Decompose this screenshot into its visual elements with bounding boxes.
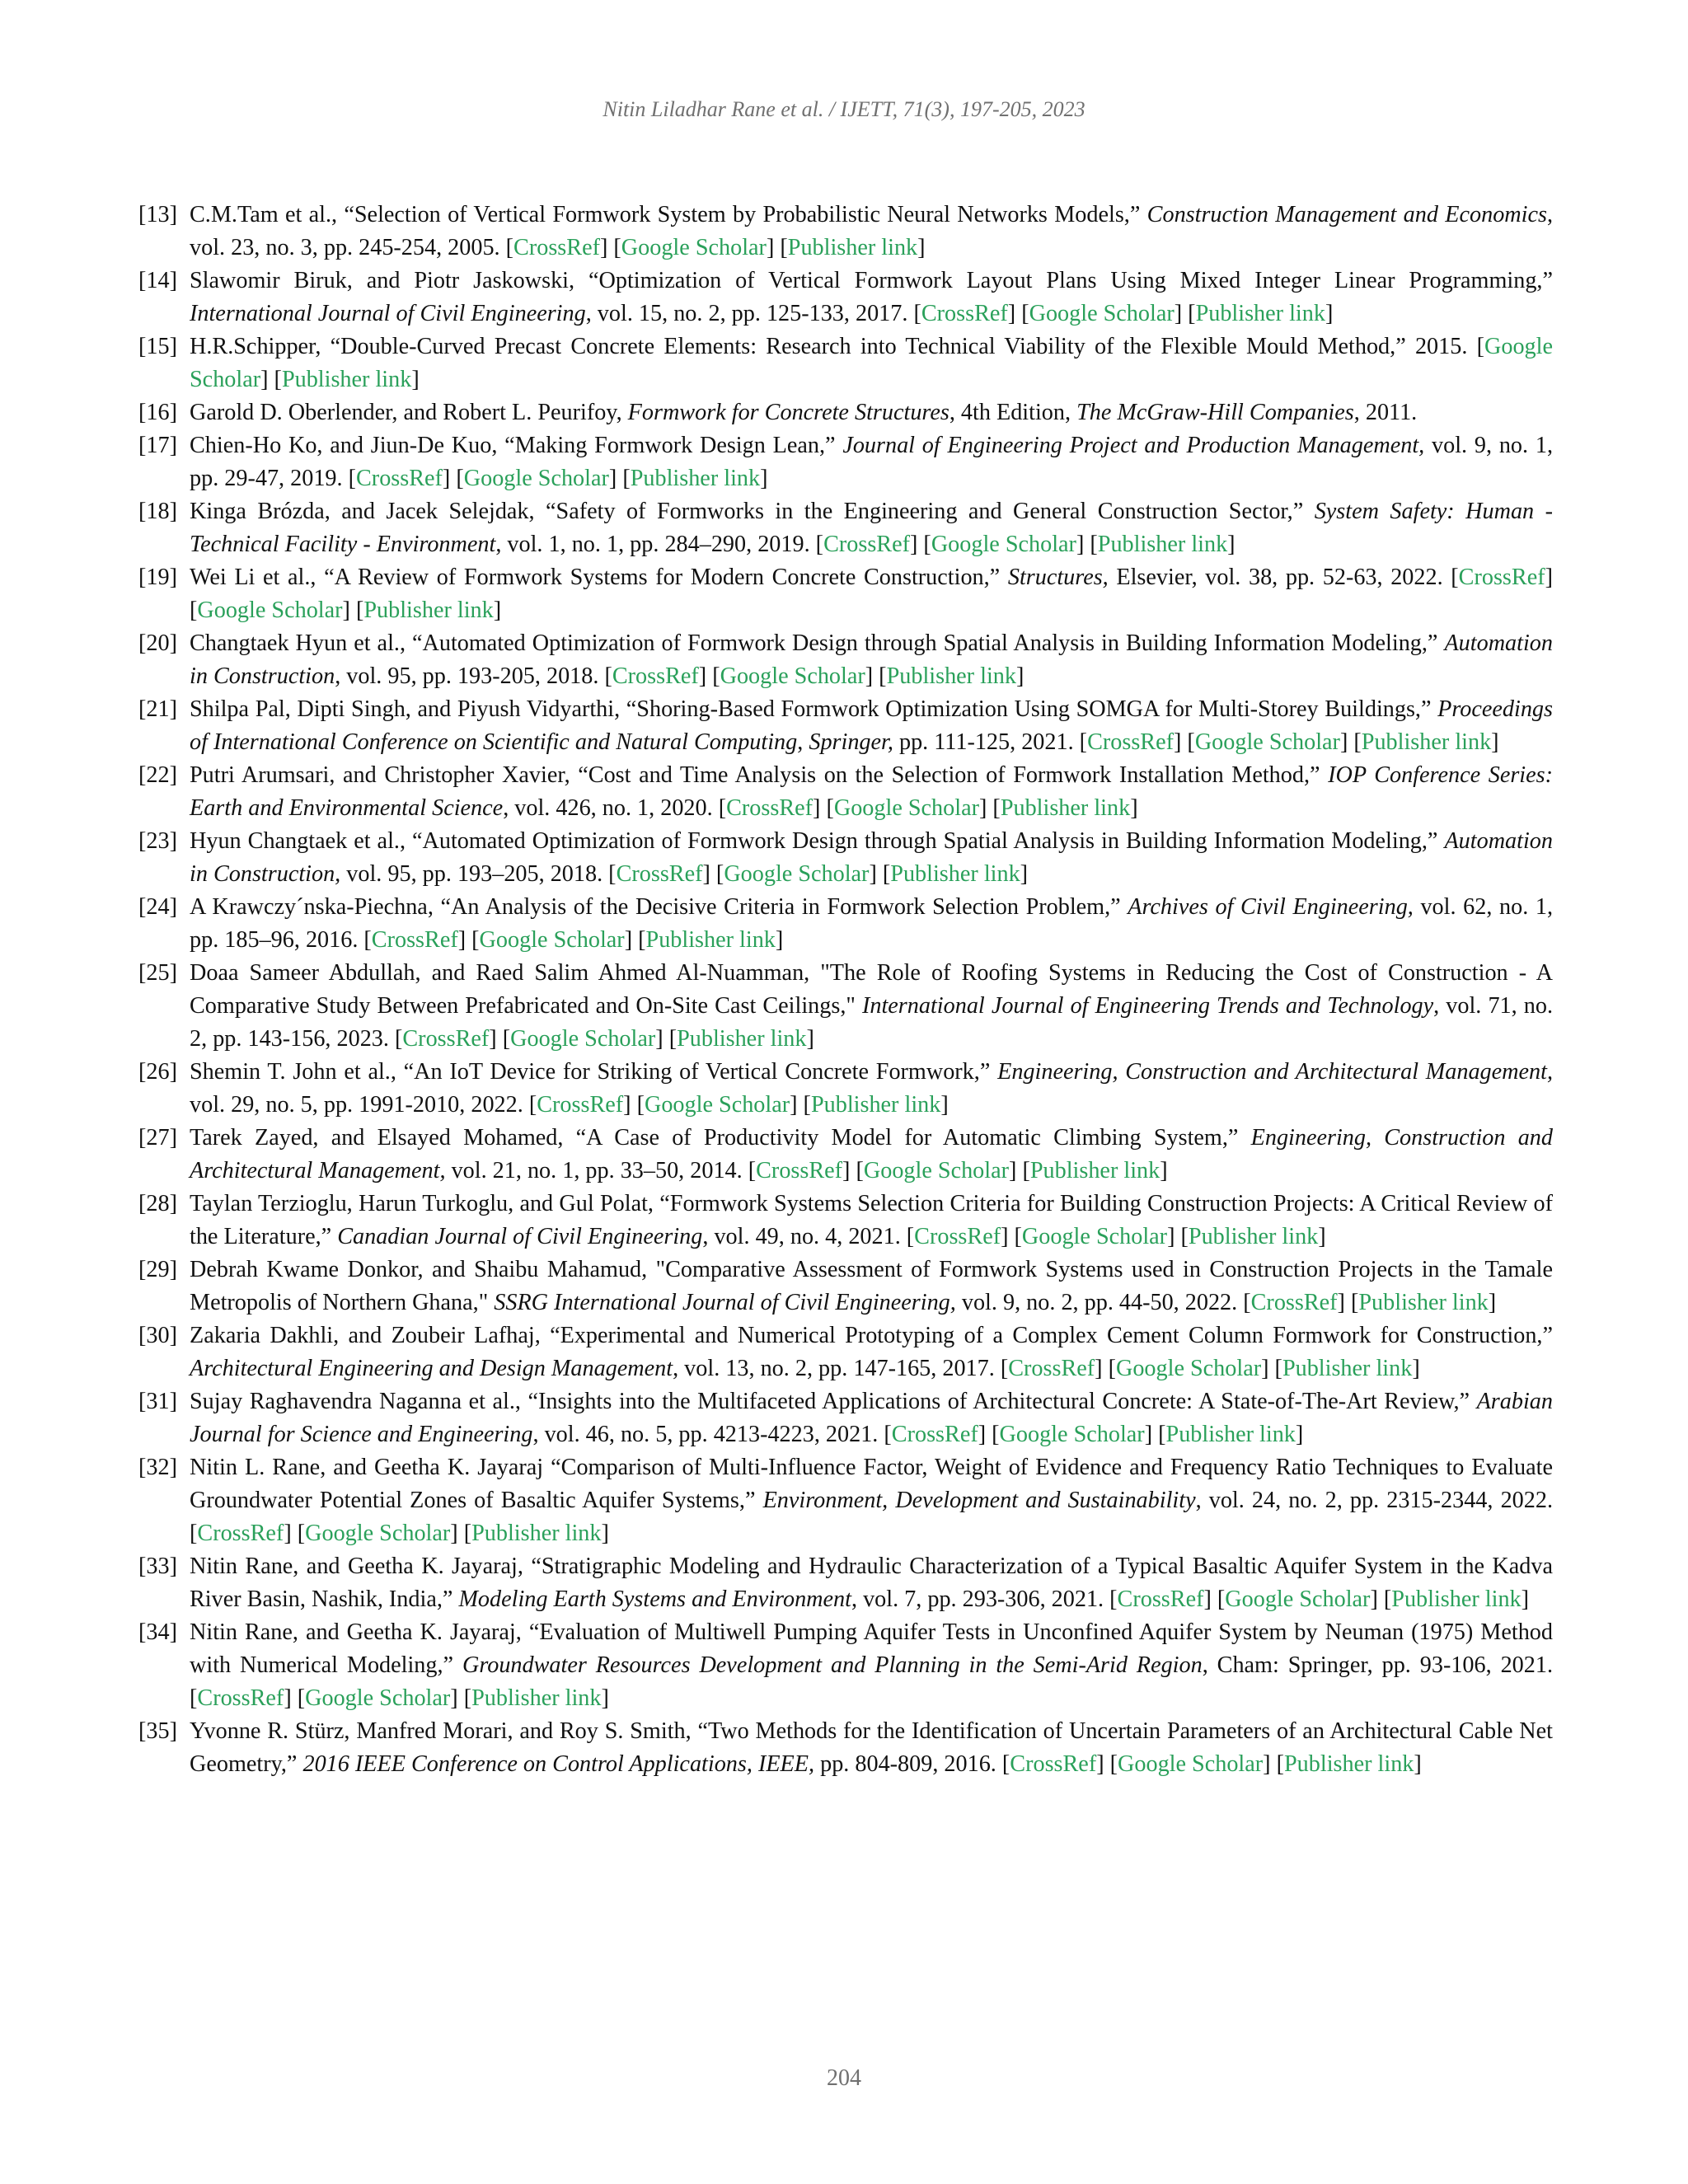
reference-segment: , vol. 1, no. 1, pp. 284–290, 2019. [: [495, 532, 824, 557]
reference-segment: ]: [917, 235, 926, 260]
reference-number: [16]: [138, 400, 177, 425]
reference-item: [138, 199, 1553, 265]
reference-number: [30]: [138, 1323, 177, 1348]
publisher-link-link[interactable]: Publisher link: [1188, 1224, 1319, 1249]
reference-number: [35]: [138, 1718, 177, 1744]
google-scholar-link[interactable]: Google Scholar: [931, 532, 1076, 557]
reference-item: [138, 396, 1553, 429]
reference-segment: Debrah Kwame Donkor, and Shaibu Mahamud, "Comparative Assessment of Formwork Systems used in Construction Projects in the Tamale Metropolis of Northern Ghana,": [190, 1257, 1553, 1315]
publisher-link-link[interactable]: Publisher link: [1165, 1422, 1296, 1447]
google-scholar-link[interactable]: Google Scholar: [999, 1422, 1145, 1447]
reference-item: [138, 693, 1553, 759]
publisher-link-link[interactable]: Publisher link: [363, 598, 494, 623]
reference-item: [138, 957, 1553, 1056]
reference-text: [190, 1616, 1553, 1715]
reference-item: [138, 495, 1553, 561]
reference-segment: ] [: [978, 795, 1001, 821]
reference-source: Groundwater Resources Development and Planning in the Semi-Arid Region: [462, 1652, 1203, 1678]
crossref-link[interactable]: CrossRef: [1458, 565, 1545, 590]
reference-source: 2016 IEEE Conference on Control Applications, IEEE,: [302, 1751, 815, 1777]
reference-segment: ] [: [1337, 1290, 1359, 1315]
crossref-link[interactable]: CrossRef: [371, 927, 458, 953]
reference-segment: ]: [1295, 1422, 1304, 1447]
publisher-link-link[interactable]: Publisher link: [1282, 1356, 1413, 1381]
reference-segment: ]: [1130, 795, 1138, 821]
reference-segment: ] [: [698, 663, 720, 689]
reference-number: [21]: [138, 696, 177, 722]
reference-text: [190, 1385, 1553, 1451]
reference-segment: ] [: [1203, 1586, 1226, 1612]
reference-segment: ] [: [1096, 1751, 1118, 1777]
publisher-link-link[interactable]: Publisher link: [281, 367, 412, 392]
reference-number: [34]: [138, 1619, 177, 1645]
google-scholar-link[interactable]: Google Scholar: [621, 235, 767, 260]
reference-source: Architectural Engineering and Design Management: [190, 1356, 673, 1381]
publisher-link-link[interactable]: Publisher link: [1029, 1158, 1160, 1183]
reference-source: Formwork for Concrete Structures: [627, 400, 950, 425]
reference-segment: vol. 62, no. 1, pp. 185–96, 2016. [: [190, 894, 1553, 953]
reference-number: [18]: [138, 499, 177, 524]
crossref-link[interactable]: CrossRef: [537, 1092, 624, 1118]
reference-segment: ] [: [608, 466, 631, 491]
reference-source: Structures,: [1007, 565, 1109, 590]
crossref-link[interactable]: CrossRef: [513, 235, 600, 260]
publisher-link-link[interactable]: Publisher link: [1284, 1751, 1414, 1777]
reference-segment: ]: [1227, 532, 1236, 557]
publisher-link-link[interactable]: Publisher link: [890, 861, 1020, 887]
reference-segment: , vol. 426, no. 1, 2020. [: [503, 795, 727, 821]
publisher-link-link[interactable]: Publisher link: [471, 1521, 602, 1546]
publisher-link-link[interactable]: Publisher link: [630, 466, 761, 491]
reference-number: [17]: [138, 433, 177, 458]
reference-number: [15]: [138, 334, 177, 359]
reference-text: [190, 1122, 1553, 1188]
reference-text: [190, 1056, 1553, 1122]
reference-segment: ] [: [342, 598, 364, 623]
reference-segment: Hyun Changtaek et al., “Automated Optimization of Formwork Design through Spatial Analysis in Building Information Modeling,”: [190, 828, 1445, 854]
reference-segment: Nitin L. Rane, and Geetha K. Jayaraj “Comparison of Multi-Influence Factor, Weight of Evidence and Frequency Ratio Techniques to Evaluate Groundwater Potential Zones of Basaltic Aquifer Systems,”: [190, 1455, 1553, 1513]
reference-segment: , vol. 49, no. 4, 2021. [: [702, 1224, 915, 1249]
reference-item: [138, 1550, 1553, 1616]
reference-segment: ] [: [457, 927, 480, 953]
publisher-link-link[interactable]: Publisher link: [677, 1026, 807, 1052]
running-head: Nitin Liladhar Rane et al. / IJETT, 71(3), 197-205, 2023: [603, 97, 1085, 121]
reference-segment: ] [: [190, 565, 1553, 623]
reference-segment: ] [: [1261, 1356, 1282, 1381]
reference-source: The McGraw-Hill Companies: [1076, 400, 1354, 425]
reference-segment: ] [: [450, 1521, 472, 1546]
reference-item: [138, 1122, 1553, 1188]
google-scholar-link[interactable]: Google Scholar: [1029, 301, 1175, 326]
reference-segment: Nitin Rane, and Geetha K. Jayaraj, “Stratigraphic Modeling and Hydraulic Characterization of a Typical Basaltic Aquifer System in the Kadva River Basin, Nashik, India,”: [190, 1554, 1553, 1612]
google-scholar-link[interactable]: Google Scholar: [305, 1685, 451, 1711]
reference-segment: ]: [1020, 861, 1029, 887]
reference-number: [25]: [138, 960, 177, 986]
reference-source: Engineering, Construction and Architectural Management,: [190, 1125, 1553, 1183]
reference-segment: ]: [940, 1092, 949, 1118]
reference-number: [20]: [138, 630, 177, 656]
crossref-link[interactable]: CrossRef: [756, 1158, 843, 1183]
reference-segment: vol. 9, no. 1, pp. 29-47, 2019. [: [190, 433, 1553, 491]
reference-text: [190, 1188, 1553, 1254]
publisher-link-link[interactable]: Publisher link: [1097, 532, 1228, 557]
reference-segment: ] [: [1095, 1356, 1116, 1381]
reference-segment: A Krawczy´nska-Piechna, “An Analysis of the Decisive Criteria in Formwork Selection Problem,”: [190, 894, 1128, 920]
reference-segment: ]: [601, 1521, 609, 1546]
reference-source: Automation in Construction: [190, 630, 1553, 689]
crossref-link[interactable]: CrossRef: [891, 1422, 978, 1447]
reference-segment: ] [: [623, 1092, 645, 1118]
reference-segment: ]: [411, 367, 420, 392]
reference-item: [138, 891, 1553, 957]
crossref-link[interactable]: CrossRef: [914, 1224, 1001, 1249]
reference-segment: ] [: [1174, 301, 1196, 326]
reference-number: [31]: [138, 1389, 177, 1414]
crossref-link[interactable]: CrossRef: [402, 1026, 490, 1052]
reference-segment: pp. 111-125, 2021. [: [893, 729, 1088, 755]
reference-source: Arabian Journal for Science and Engineering: [190, 1389, 1553, 1447]
reference-text: [190, 265, 1553, 330]
reference-segment: ] [: [1263, 1751, 1284, 1777]
reference-segment: , Cham: Springer, pp. 93-106, 2021. [: [190, 1652, 1553, 1711]
reference-item: [138, 1188, 1553, 1254]
reference-text: [190, 693, 1553, 759]
reference-segment: pp. 804-809, 2016. [: [814, 1751, 1010, 1777]
reference-source: Construction Management and Economics: [1146, 202, 1547, 227]
crossref-link[interactable]: CrossRef: [1010, 1751, 1097, 1777]
google-scholar-link[interactable]: Google Scholar: [644, 1092, 790, 1118]
reference-segment: ] [: [842, 1158, 864, 1183]
reference-number: [23]: [138, 828, 177, 854]
reference-text: [190, 429, 1553, 495]
reference-segment: , vol. 24, no. 2, pp. 2315-2344, 2022. [: [190, 1488, 1553, 1546]
reference-source: Springer,: [809, 729, 893, 755]
reference-segment: ]: [1521, 1586, 1530, 1612]
publisher-link-link[interactable]: Publisher link: [1361, 729, 1492, 755]
publisher-link-link[interactable]: Publisher link: [810, 1092, 941, 1118]
reference-segment: Zakaria Dakhli, and Zoubeir Lafhaj, “Experimental and Numerical Prototyping of a Complex Cement Column Formwork for Construction,”: [190, 1323, 1553, 1348]
crossref-link[interactable]: CrossRef: [726, 795, 814, 821]
reference-item: [138, 265, 1553, 330]
crossref-link[interactable]: CrossRef: [921, 301, 1008, 326]
reference-segment: ]: [1325, 301, 1334, 326]
reference-number: [28]: [138, 1191, 177, 1216]
reference-segment: , vol. 46, no. 5, pp. 4213-4223, 2021. [: [532, 1422, 892, 1447]
reference-segment: ] [: [489, 1026, 511, 1052]
reference-item: [138, 1451, 1553, 1550]
reference-text: [190, 1254, 1553, 1319]
google-scholar-link[interactable]: Google Scholar: [833, 795, 979, 821]
google-scholar-link[interactable]: Google Scholar: [1118, 1751, 1264, 1777]
reference-segment: ]: [1488, 1290, 1497, 1315]
reference-segment: ]: [775, 927, 784, 953]
reference-segment: , vol. 71, no. 2, pp. 143-156, 2023. [: [190, 993, 1554, 1052]
crossref-link[interactable]: CrossRef: [1008, 1356, 1095, 1381]
reference-segment: ]: [493, 598, 502, 623]
google-scholar-link[interactable]: Google Scholar: [724, 861, 870, 887]
reference-text: [190, 330, 1553, 396]
publisher-link-link[interactable]: Publisher link: [787, 235, 918, 260]
reference-segment: vol. 9, no. 2, pp. 44-50, 2022. [: [955, 1290, 1251, 1315]
reference-segment: Putri Arumsari, and Christopher Xavier, “Cost and Time Analysis on the Selection of Formwork Installation Method,”: [190, 762, 1329, 788]
publisher-link-link[interactable]: Publisher link: [645, 927, 776, 953]
reference-item: [138, 1056, 1553, 1122]
reference-segment: , 4th Edition,: [949, 400, 1077, 425]
reference-item: [138, 1715, 1553, 1781]
reference-segment: ] [: [909, 532, 931, 557]
google-scholar-link[interactable]: Google Scholar: [1021, 1224, 1168, 1249]
reference-number: [13]: [138, 202, 177, 227]
reference-source: Automation in Construction,: [190, 828, 1553, 887]
reference-segment: Shemin T. John et al., “An IoT Device for Striking of Vertical Concrete Formwork,”: [190, 1059, 998, 1085]
reference-source: Modeling Earth Systems and Environment: [458, 1586, 851, 1612]
reference-text: [190, 495, 1553, 561]
reference-source: SSRG International Journal of Civil Engineering,: [494, 1290, 956, 1315]
reference-segment: ] [: [978, 1422, 1000, 1447]
reference-text: [190, 1451, 1553, 1550]
google-scholar-link[interactable]: Google Scholar: [463, 466, 609, 491]
reference-text: [190, 396, 1553, 429]
reference-segment: ] [: [702, 861, 724, 887]
reference-segment: ]: [1160, 1158, 1168, 1183]
reference-number: [14]: [138, 268, 177, 293]
crossref-link[interactable]: CrossRef: [197, 1521, 284, 1546]
google-scholar-link[interactable]: Google Scholar: [510, 1026, 656, 1052]
reference-item: [138, 1254, 1553, 1319]
publisher-link-link[interactable]: Publisher link: [1391, 1586, 1522, 1612]
reference-source: Journal of Engineering Project and Production Management,: [842, 433, 1425, 458]
reference-segment: , vol. 15, no. 2, pp. 125-133, 2017. [: [585, 301, 921, 326]
crossref-link[interactable]: CrossRef: [823, 532, 910, 557]
reference-segment: Nitin Rane, and Geetha K. Jayaraj, “Evaluation of Multiwell Pumping Aquifer Tests in Unconfined Aquifer System by Neuman (1975) Method with Numerical Modeling,”: [190, 1619, 1553, 1678]
reference-segment: ]: [1491, 729, 1499, 755]
reference-text: [190, 957, 1553, 1056]
reference-source: Environment, Development and Sustainability: [762, 1488, 1196, 1513]
reference-segment: ]: [1412, 1356, 1420, 1381]
reference-item: [138, 1616, 1553, 1715]
reference-text: [190, 561, 1553, 627]
reference-text: [190, 1550, 1553, 1616]
publisher-link-link[interactable]: Publisher link: [1358, 1290, 1489, 1315]
google-scholar-link[interactable]: Google Scholar: [1194, 729, 1340, 755]
reference-segment: ]: [806, 1026, 814, 1052]
reference-number: [32]: [138, 1455, 177, 1480]
reference-item: [138, 1385, 1553, 1451]
reference-item: [138, 330, 1553, 396]
reference-text: [190, 825, 1553, 891]
reference-segment: Elsevier, vol. 38, pp. 52-63, 2022. [: [1108, 565, 1459, 590]
reference-source: International Journal of Engineering Trends and Technology: [861, 993, 1434, 1019]
reference-segment: , vol. 95, pp. 193-205, 2018. [: [335, 663, 612, 689]
google-scholar-link[interactable]: Google Scholar: [197, 598, 343, 623]
publisher-link-link[interactable]: Publisher link: [1195, 301, 1325, 326]
reference-list: [138, 199, 1553, 1781]
reference-segment: , vol. 7, pp. 293-306, 2021. [: [851, 1586, 1118, 1612]
reference-segment: ] [: [1173, 729, 1195, 755]
reference-segment: Tarek Zayed, and Elsayed Mohamed, “A Case of Productivity Model for Automatic Climbing System,”: [190, 1125, 1251, 1151]
reference-text: [190, 891, 1553, 957]
reference-segment: C.M.Tam et al., “Selection of Vertical Formwork System by Probabilistic Neural Networks Models,”: [190, 202, 1147, 227]
crossref-link[interactable]: CrossRef: [616, 861, 703, 887]
reference-segment: ] [: [284, 1521, 306, 1546]
reference-segment: Shilpa Pal, Dipti Singh, and Piyush Vidyarthi, “Shoring-Based Formwork Optimization Using SOMGA for Multi-Storey Buildings,”: [190, 696, 1438, 722]
crossref-link[interactable]: CrossRef: [197, 1685, 284, 1711]
reference-segment: Taylan Terzioglu, Harun Turkoglu, and Gul Polat, “Formwork Systems Selection Criteria for Building Construction Projects: A Critical Review of the Literature,”: [190, 1191, 1553, 1249]
reference-segment: , vol. 13, no. 2, pp. 147-165, 2017. [: [673, 1356, 1009, 1381]
reference-segment: Garold D. Oberlender, and Robert L. Peurifoy,: [190, 400, 628, 425]
reference-segment: ] [: [624, 927, 646, 953]
reference-segment: ] [: [1144, 1422, 1166, 1447]
reference-item: [138, 429, 1553, 495]
reference-segment: vol. 29, no. 5, pp. 1991-2010, 2022. [: [190, 1092, 537, 1118]
reference-number: [27]: [138, 1125, 177, 1151]
reference-source: Engineering, Construction and Architectural Management,: [997, 1059, 1553, 1085]
reference-segment: ] [: [869, 861, 891, 887]
google-scholar-link[interactable]: Google Scholar: [305, 1521, 451, 1546]
reference-segment: ]: [601, 1685, 609, 1711]
reference-segment: ] [: [1076, 532, 1098, 557]
reference-number: [29]: [138, 1257, 177, 1282]
crossref-link[interactable]: CrossRef: [1250, 1290, 1338, 1315]
crossref-link[interactable]: CrossRef: [1117, 1586, 1204, 1612]
reference-segment: ] [: [284, 1685, 306, 1711]
reference-source: System Safety: Human - Technical Facility - Environment: [190, 499, 1553, 557]
reference-number: [33]: [138, 1554, 177, 1579]
reference-item: [138, 759, 1553, 825]
reference-segment: ] [: [442, 466, 464, 491]
reference-segment: Changtaek Hyun et al., “Automated Optimization of Formwork Design through Spatial Analysis in Building Information Modeling,”: [190, 630, 1445, 656]
reference-segment: ] [: [1001, 1224, 1022, 1249]
reference-segment: ] [: [450, 1685, 472, 1711]
google-scholar-link[interactable]: Google Scholar: [720, 663, 865, 689]
reference-segment: , 2011.: [1353, 400, 1418, 425]
reference-segment: Chien-Ho Ko, and Jiun-De Kuo, “Making Formwork Design Lean,”: [190, 433, 843, 458]
reference-segment: ]: [1015, 663, 1025, 689]
reference-source: Canadian Journal of Civil Engineering: [337, 1224, 703, 1249]
reference-segment: ]: [760, 466, 768, 491]
publisher-link-link[interactable]: Publisher link: [886, 663, 1016, 689]
publisher-link-link[interactable]: Publisher link: [1000, 795, 1131, 821]
reference-segment: Doaa Sameer Abdullah, and Raed Salim Ahmed Al-Nuamman, "The Role of Roofing Systems in Reducing the Cost of Construction - A Comparative Study Between Prefabricated and On-Site Cast Ceilings,": [190, 960, 1553, 1019]
reference-segment: , vol. 23, no. 3, pp. 245-254, 2005. [: [190, 202, 1553, 260]
reference-source: Proceedings of International Conference on Scientific and Natural Computing: [190, 696, 1553, 755]
reference-segment: ] [: [790, 1092, 811, 1118]
reference-segment: Yvonne R. Stürz, Manfred Morari, and Roy S. Smith, “Two Methods for the Identification of Uncertain Parameters of an Architectural Cable Net Geometry,”: [190, 1718, 1553, 1777]
reference-text: [190, 1319, 1553, 1385]
reference-segment: ] [: [1009, 1158, 1030, 1183]
reference-number: [26]: [138, 1059, 177, 1085]
reference-number: [22]: [138, 762, 177, 788]
reference-segment: vol. 21, no. 1, pp. 33–50, 2014. [: [445, 1158, 757, 1183]
reference-number: [19]: [138, 565, 177, 590]
reference-segment: ]: [1414, 1751, 1422, 1777]
reference-number: [24]: [138, 894, 177, 920]
reference-source: IOP Conference Series: Earth and Environmental Science: [190, 762, 1554, 821]
reference-segment: ] [: [1339, 729, 1362, 755]
reference-segment: H.R.Schipper, “Double-Curved Precast Concrete Elements: Research into Technical Viability of the Flexible Mould Method,” 2015. [: [190, 334, 1485, 359]
reference-segment: ] [: [1370, 1586, 1392, 1612]
publisher-link-link[interactable]: Publisher link: [471, 1685, 602, 1711]
reference-segment: ] [: [766, 235, 788, 260]
reference-item: [138, 627, 1553, 693]
reference-segment: ] [: [599, 235, 621, 260]
reference-segment: ] [: [1007, 301, 1029, 326]
reference-segment: Slawomir Biruk, and Piotr Jaskowski, “Optimization of Vertical Formwork Layout Plans Using Mixed Integer Linear Programming,”: [190, 268, 1553, 293]
reference-segment: Kinga Brózda, and Jacek Selejdak, “Safety of Formworks in the Engineering and General Construction Sector,”: [190, 499, 1315, 524]
google-scholar-link[interactable]: Google Scholar: [190, 334, 1553, 392]
google-scholar-link[interactable]: Google Scholar: [1115, 1356, 1262, 1381]
reference-segment: Sujay Raghavendra Naganna et al., “Insights into the Multifaceted Applications of Architectural Concrete: A State-of-The-Art Review,”: [190, 1389, 1477, 1414]
reference-segment: ] [: [655, 1026, 678, 1052]
reference-segment: Wei Li et al., “A Review of Formwork Systems for Modern Concrete Construction,”: [190, 565, 1008, 590]
google-scholar-link[interactable]: Google Scholar: [1225, 1586, 1371, 1612]
reference-segment: vol. 95, pp. 193–205, 2018. [: [340, 861, 617, 887]
reference-text: [190, 627, 1553, 693]
reference-text: [190, 199, 1553, 265]
reference-source: International Journal of Civil Engineering: [190, 301, 586, 326]
reference-segment: ] [: [813, 795, 834, 821]
reference-text: [190, 759, 1553, 825]
reference-text: [190, 1715, 1553, 1781]
reference-item: [138, 561, 1553, 627]
reference-segment: ] [: [1167, 1224, 1189, 1249]
reference-segment: ,: [797, 729, 809, 755]
reference-item: [138, 1319, 1553, 1385]
google-scholar-link[interactable]: Google Scholar: [479, 927, 625, 953]
google-scholar-link[interactable]: Google Scholar: [863, 1158, 1010, 1183]
reference-segment: ]: [1318, 1224, 1326, 1249]
reference-item: [138, 825, 1553, 891]
page-number: 204: [827, 2065, 861, 2091]
reference-source: Archives of Civil Engineering,: [1128, 894, 1414, 920]
crossref-link[interactable]: CrossRef: [1087, 729, 1174, 755]
crossref-link[interactable]: CrossRef: [356, 466, 443, 491]
reference-segment: ] [: [260, 367, 282, 392]
crossref-link[interactable]: CrossRef: [612, 663, 699, 689]
reference-segment: ] [: [865, 663, 887, 689]
